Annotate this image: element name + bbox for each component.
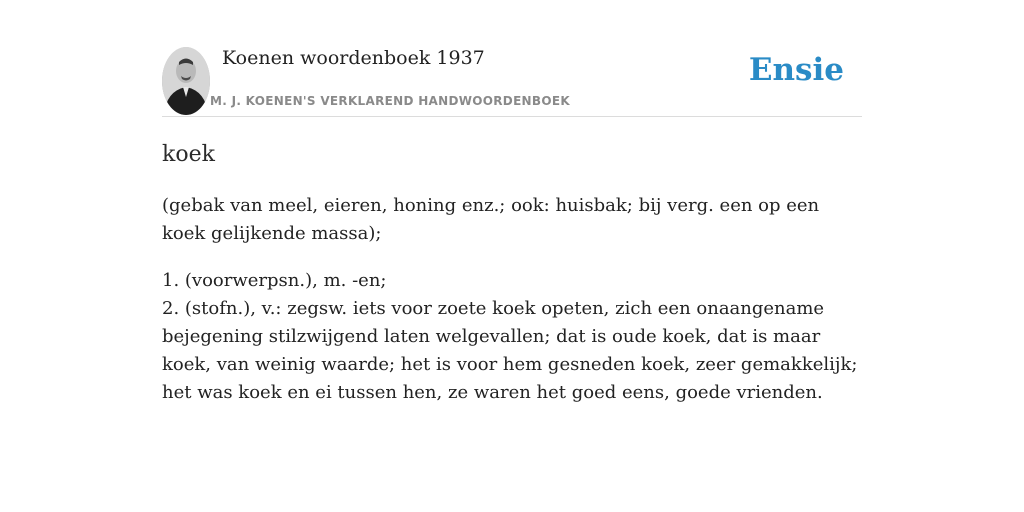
author-portrait-icon [162,47,210,115]
ensie-logo-link[interactable]: Ensie [748,52,844,88]
author-portrait [162,47,210,115]
sense-item: 2. (stofn.), v.: zegsw. iets voor zoete koek opeten, zich een onaangename bejegening stilzwijgend laten welgevallen; dat is oude koek, dat is maar koek, van weinig waarde; het is voor hem gesneden koek, zeer gemakkelijk; het was koek en ei tussen hen, ze waren het goed eens, goede vrienden. [162,298,858,403]
entry-headword: koek [162,142,215,167]
sense-item: 1. (voorwerpsn.), m. -en; [162,270,387,291]
entry-definition: (gebak van meel, eieren, honing enz.; ook: huisbak; bij verg. een op een koek gelijkende massa); [162,195,820,244]
dictionary-title: Koenen woordenboek 1937 [222,47,485,69]
entry-senses [162,267,862,407]
dictionary-subtitle: M. J. KOENEN'S VERKLAREND HANDWOORDENBOEK [210,94,570,108]
dictionary-header [162,46,862,117]
